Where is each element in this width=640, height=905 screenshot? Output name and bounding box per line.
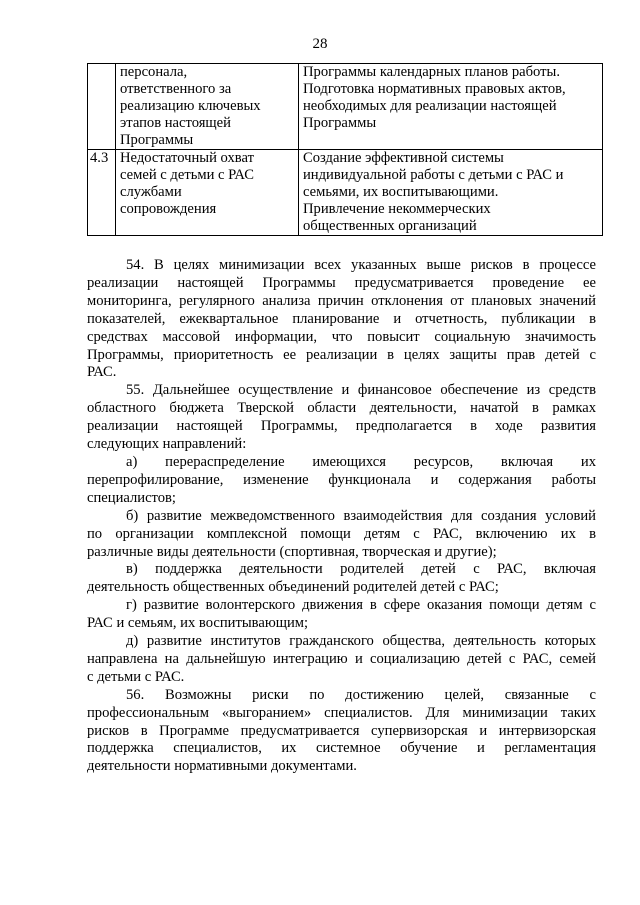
list-item-a-line: специалистов; (87, 489, 176, 506)
list-item-a-line: перепрофилирование, изменение функционала и содержания работы (87, 471, 596, 488)
body-text (87, 257, 596, 776)
cell-line: Недостаточный охват (120, 150, 254, 166)
cell-line: службами (120, 184, 182, 200)
paragraph-54-line: реализации настоящей Программы предусматривается проведение ее (87, 274, 596, 291)
table-row (88, 150, 603, 236)
risk-cell (116, 150, 299, 236)
cell-line: персонала, (120, 64, 188, 80)
cell-line: Создание эффективной системы (303, 150, 504, 166)
cell-line: семей с детьми с РАС (120, 167, 254, 183)
paragraph-55-line: следующих направлений: (87, 436, 247, 453)
cell-line: Привлечение некоммерческих (303, 201, 491, 217)
paragraph-56-line: рисков в Программе предусматривается супервизорская и интервизорская (87, 722, 596, 739)
row-number (88, 64, 116, 150)
paragraph-54-line: РАС. (87, 364, 117, 381)
list-item-g-line: РАС и семьям, их воспитывающим; (87, 615, 309, 632)
paragraph-56-line: профессиональным «выгоранием» специалистов. Для минимизации таких (87, 704, 596, 721)
cell-line: сопровождения (120, 201, 217, 217)
table-row (88, 64, 603, 150)
paragraph-54-line: мониторинга, регулярного анализа причин отклонения от плановых значений (87, 292, 596, 309)
list-item-b-line: различные виды деятельности (спортивная, творческая и другие); (87, 543, 497, 560)
cell-line: индивидуальной работы с детьми с РАС и (303, 167, 564, 183)
page-number: 28 (312, 36, 328, 52)
risk-cell (116, 64, 299, 150)
cell-line: семьями, их воспитывающими. (303, 184, 499, 200)
row-number: 4.3 (88, 150, 116, 236)
paragraph-54-line: Программы, приоритетность ее реализации в целях защиты прав детей с (87, 346, 596, 363)
list-item-g-line: г) развитие волонтерского движения в сфере оказания помощи детям с (126, 597, 596, 614)
paragraph-54-line: показателей, ежеквартальное планирование и отчетность, публикации в (87, 310, 596, 327)
cell-line: общественных организаций (303, 218, 477, 234)
paragraph-55-line: областного бюджета Тверской области деятельности, начатой в рамках (87, 400, 596, 417)
cell-line: Подготовка нормативных правовых актов, (303, 81, 566, 97)
paragraph-54-line: средствах массовой информации, что повысит социальную значимость (87, 328, 596, 345)
paragraph-56-line: поддержка специалистов, их системное обучение и регламентация (87, 740, 596, 757)
cell-line: реализацию ключевых (120, 98, 261, 114)
paragraph-56-line: 56. Возможны риски по достижению целей, связанные с (126, 686, 596, 703)
measure-cell (299, 64, 603, 150)
paragraph-56-line: деятельности нормативными документами. (87, 758, 357, 775)
list-item-b-line: б) развитие межведомственного взаимодействия для создания условий (126, 507, 596, 524)
paragraph-54-line: 54. В целях минимизации всех указанных выше рисков в процессе (126, 257, 596, 273)
cell-line: необходимых для реализации настоящей (303, 98, 557, 114)
list-item-d-line: с детьми с РАС. (87, 668, 185, 685)
risk-measures-table (87, 63, 603, 236)
cell-line: Программы (120, 132, 194, 148)
cell-line: ответственного за (120, 81, 232, 97)
list-item-d-line: направлена на дальнейшую интеграцию и социализацию детей с РАС, семей (87, 650, 596, 667)
measure-cell (299, 150, 603, 236)
cell-line: этапов настоящей (120, 115, 231, 131)
list-item-d-line: д) развитие институтов гражданского общества, деятельность которых (126, 633, 596, 650)
list-item-a-line: а) перераспределение имеющихся ресурсов, включая их (126, 453, 596, 470)
cell-line: Программы (303, 115, 377, 131)
cell-line: Программы календарных планов работы. (303, 64, 560, 80)
paragraph-55-line: реализации настоящей Программы, предполагается в ходе развития (87, 418, 596, 435)
paragraph-55-line: 55. Дальнейшее осуществление и финансовое обеспечение из средств (126, 382, 596, 399)
list-item-b-line: по организации комплексной помощи детям с РАС, включению их в (87, 525, 596, 542)
list-item-v-line: в) поддержка деятельности родителей детей с РАС, включая (126, 561, 596, 578)
list-item-v-line: деятельность общественных объединений родителей детей с РАС; (87, 579, 499, 596)
